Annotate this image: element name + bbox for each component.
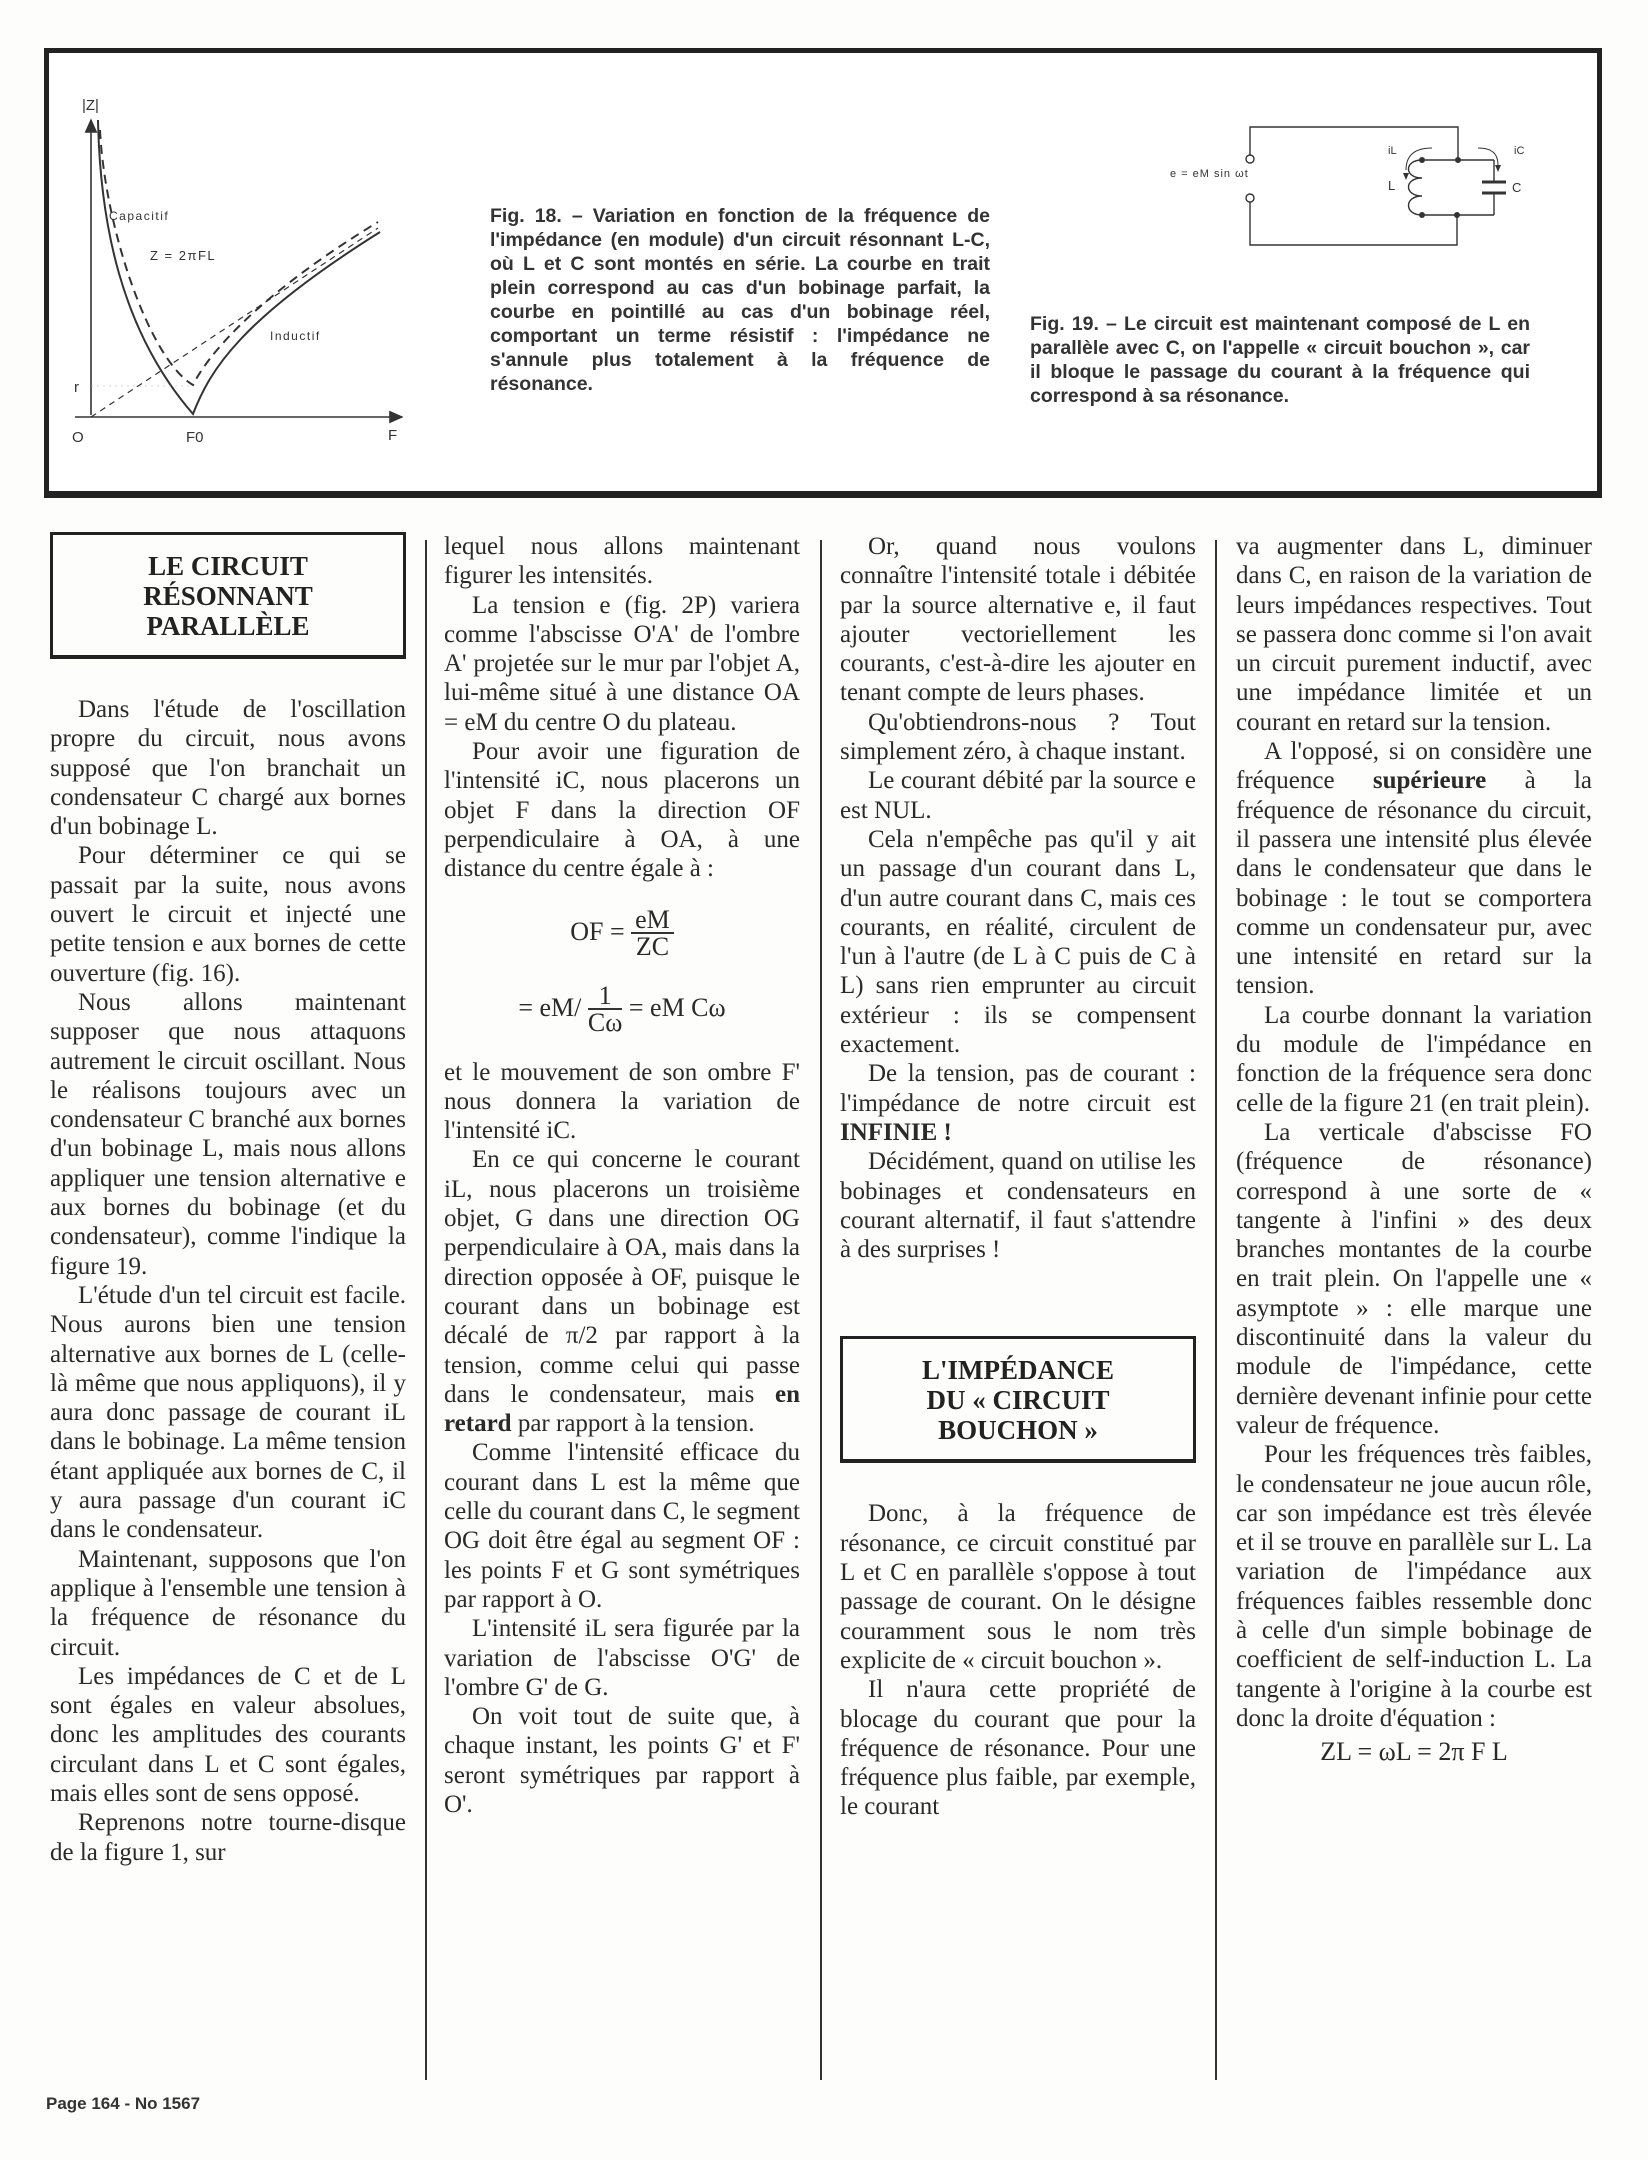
paragraph: et le mouvement de son ombre F' nous donnera la variation de l'intensité iC. xyxy=(444,1058,800,1145)
ic-label: iC xyxy=(1514,145,1525,157)
paragraph: Dans l'étude de l'oscillation propre du circuit, nous avons supposé que l'on branchait un condensateur C chargé aux bornes d'un bobinage L. xyxy=(50,696,406,841)
paragraph: Maintenant, supposons que l'on applique à l'ensemble une tension à la fréquence de résonance du circuit. xyxy=(50,1545,406,1661)
y-axis-label: |Z| xyxy=(82,97,99,114)
paragraph: La courbe donnant la variation du module de l'impédance en fonction de la fréquence sera donc celle de la figure 21 (en trait plein). xyxy=(1236,1001,1592,1117)
section-heading-bouchon: L'IMPÉDANCE DU « CIRCUIT BOUCHON » xyxy=(840,1336,1196,1463)
paragraph: lequel nous allons maintenant figurer les intensités. xyxy=(444,533,800,590)
curve-real xyxy=(100,130,378,385)
asymptote-line xyxy=(91,228,378,417)
paragraph: Nous allons maintenant supposer que nous attaquons autrement le circuit oscillant. Nous le réalisons toujours avec un condensateur C branché aux bornes d'un bobinage L, mais nous allons appliquer une tension alternative e aux bornes du bobinage (et du condensateur), comme l'indique la figure 19. xyxy=(50,988,406,1280)
paragraph: Cela n'empêche pas qu'il y ait un passage d'un courant dans L, d'un autre courant dans C, mais ces courants, en réalité, circulent de l'un à l'autre (de L à C puis de C à L) sans rien emprunter au circuit extérieur : ils se compensent exactement. xyxy=(840,825,1196,1059)
paragraph: En ce qui concerne le courant iL, nous placerons un troisième objet, G dans une direction OG perpendiculaire à OA, mais dans la direction opposée à OF, puisque le courant dans un bobinage est décalé de π/2 par rapport à la tension, comme celui qui passe dans le condensateur, mais en retard par rapport à la tension. xyxy=(444,1146,800,1438)
column-divider xyxy=(820,540,822,2080)
asymptote-label: Z = 2πFL xyxy=(150,248,217,263)
paragraph: La tension e (fig. 2P) variera comme l'abscisse O'A' de l'ombre A' projetée sur le mur par l'objet A, lui-même situé à une distance OA = eM du centre O du plateau. xyxy=(444,591,800,736)
fig19-caption: Fig. 19. – Le circuit est maintenant composé de L en parallèle avec C, on l'appelle « circuit bouchon », car il bloque le passage du courant à la fréquence qui correspond à sa résonance. xyxy=(1030,313,1530,407)
paragraph: Comme l'intensité efficace du courant dans L est la même que celle du courant dans C, le segment OG doit être égal au segment OF : les points F et G sont symétriques par rapport à O. xyxy=(444,1439,800,1613)
paragraph: La verticale d'abscisse FO (fréquence de résonance) correspond à une sorte de « tangente à l'infini » des deux branches montantes de la courbe en trait plein. On l'appelle une « asymptote » : elle marque une discontinuité dans la valeur du module de l'impédance, cette dernière devenant infinie pour cette valeur de fréquence. xyxy=(1236,1118,1592,1439)
paragraph: L'intensité iL sera figurée par la variation de l'abscisse O'G' de l'ombre G' de G. xyxy=(444,1615,800,1701)
paragraph: Or, quand nous voulons connaître l'intensité totale i débitée par la source alternative e, il faut ajouter vectoriellement les courants, c'est-à-dire les ajouter en tenant compte de leurs phases. xyxy=(840,533,1196,707)
article-column-2 xyxy=(444,532,800,1819)
r-label: r xyxy=(74,379,79,396)
fig19-circuit-diagram xyxy=(1170,70,1530,260)
paragraph: Pour avoir une figuration de l'intensité iC, nous placerons un objet F dans la direction OF perpendiculaire à OA, à une distance du centre égale à : xyxy=(444,738,800,883)
column-divider xyxy=(425,540,427,2080)
curve-ideal xyxy=(98,120,380,414)
f0-label: F0 xyxy=(186,429,204,446)
paragraph: Le courant débité par la source e est NUL. xyxy=(840,767,1196,824)
paragraph: Pour déterminer ce qui se passait par la suite, nous avons ouvert le circuit et injecté une petite tension e aux bornes de cette ouverture (fig. 16). xyxy=(50,842,406,987)
paragraph: Décidément, quand on utilise les bobinages et condensateurs en courant alternatif, il faut s'attendre à des surprises ! xyxy=(840,1148,1196,1264)
formula-of: OF = $\frac{eM}{ZC}$ xyxy=(444,908,800,960)
paragraph: On voit tout de suite que, à chaque instant, les points G' et F' seront symétriques par rapport à O'. xyxy=(444,1703,800,1818)
fig18-caption: Fig. 18. – Variation en fonction de la fréquence de l'impédance (en module) d'un circuit résonnant L-C, où L et C sont montés en série. La courbe en trait plein correspond au cas d'un bobinage parfait, la courbe en pointillé au cas d'un bobinage réel, comportant un terme résistif : l'impédance ne s'annule plus totalement à la fréquence de résonance. xyxy=(490,205,990,395)
paragraph: Qu'obtiendrons-nous ? Tout simplement zéro, à chaque instant. xyxy=(840,708,1196,766)
il-label: iL xyxy=(1388,145,1397,157)
column-divider xyxy=(1215,540,1217,2080)
inductor-label: L xyxy=(1388,178,1396,193)
formula-of-expanded: = eM/ $\frac{1}{C\omega}$ = eM Cω xyxy=(518,980,726,1037)
paragraph: va augmenter dans L, diminuer dans C, en raison de la variation de leurs impédances respectives. Tout se passera donc comme si l'on avait un circuit purement inductif, avec une impédance limitée et un courant en retard sur la tension. xyxy=(1236,533,1592,736)
paragraph: Pour les fréquences très faibles, le condensateur ne joue aucun rôle, car son impédance est très élevée et il se trouve en parallèle sur L. La variation de l'impédance aux fréquences faibles ressemble donc à celle d'un simple bobinage de coefficient de self-induction L. La tangente à l'origine à la courbe est donc la droite d'équation : xyxy=(1236,1441,1592,1732)
capacitif-label: Capacitif xyxy=(109,209,170,223)
fig18-impedance-graph xyxy=(60,70,460,450)
article-column-4 xyxy=(1236,532,1592,1788)
article-column-3 xyxy=(840,532,1196,1822)
origin-label: O xyxy=(72,429,84,446)
paragraph: Il n'aura cette propriété de blocage du courant que pour la fréquence de résonance. Pour une fréquence plus faible, par exemple, le courant xyxy=(840,1676,1196,1821)
section-heading-parallel-circuit: LE CIRCUIT RÉSONNANT PARALLÈLE xyxy=(50,532,406,659)
capacitor-label: C xyxy=(1512,180,1522,195)
source-label: e = eM sin ωt xyxy=(1170,168,1249,180)
paragraph: Les impédances de C et de L sont égales en valeur absolues, donc les amplitudes des courants circulant dans L et C sont égales, mais elles sont de sens opposé. xyxy=(50,1662,406,1807)
paragraph: De la tension, pas de courant : l'impédance de notre circuit est INFINIE ! xyxy=(840,1060,1196,1146)
page-footer: Page 164 - No 1567 xyxy=(46,2094,201,2113)
inductor-coil xyxy=(1409,160,1423,215)
x-axis-label: F xyxy=(388,427,398,444)
article-column-1 xyxy=(50,532,406,1867)
paragraph: L'étude d'un tel circuit est facile. Nous aurons bien une tension alternative aux bornes de L (celle-là même que nous appliquons), il y aura donc passage de courant iL dans le bobinage. La même tension étant appliquée aux bornes de C, il y aura passage d'un courant iC dans le condensateur. xyxy=(50,1281,406,1544)
formula-zl: ZL = ωL = 2π F L xyxy=(1320,1737,1508,1767)
paragraph: Donc, à la fréquence de résonance, ce circuit constitué par L et C en parallèle s'oppose à tout passage de courant. On le désigne couramment sous le nom très explicite de « circuit bouchon ». xyxy=(840,1500,1196,1674)
inductif-label: Inductif xyxy=(270,329,321,343)
paragraph: Reprenons notre tourne-disque de la figure 1, sur xyxy=(50,1809,406,1866)
paragraph: A l'opposé, si on considère une fréquence supérieure à la fréquence de résonance du circuit, il passera une intensité plus élevée dans le condensateur que dans le bobinage : le tout se comportera comme un condensateur pur, avec une intensité en retard sur la tension. xyxy=(1236,738,1592,1000)
